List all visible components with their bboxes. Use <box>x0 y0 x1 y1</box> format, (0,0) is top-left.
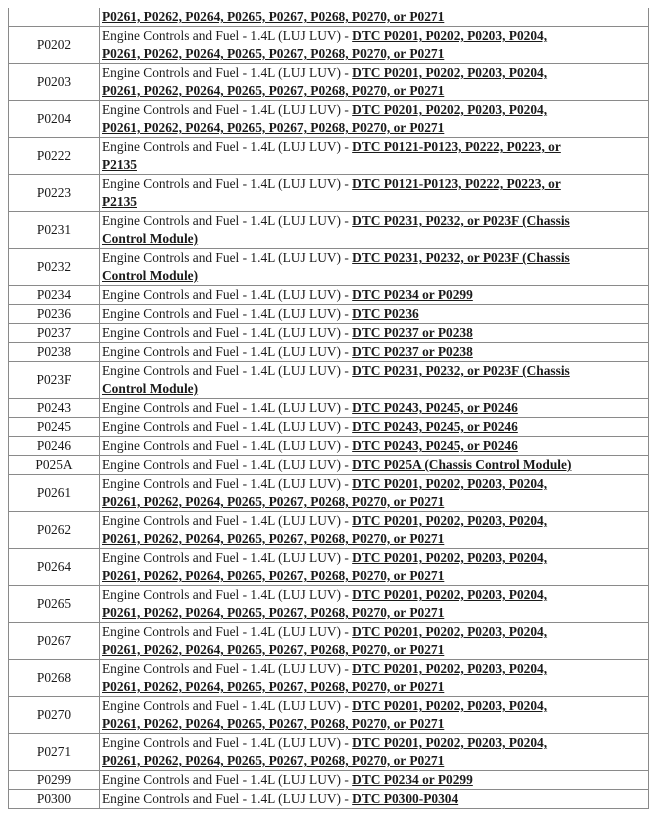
dtc-code-cell: P0234 <box>9 286 100 305</box>
dtc-reference-link[interactable]: DTC P0201, P0202, P0203, P0204, <box>352 698 548 713</box>
table-row <box>9 64 649 101</box>
table-row <box>9 343 649 362</box>
dtc-description-cell <box>100 771 649 790</box>
table-row <box>9 249 649 286</box>
dtc-reference-link[interactable]: DTC P0201, P0202, P0203, P0204, <box>352 476 548 491</box>
dtc-reference-link[interactable]: DTC P0121-P0123, P0222, P0223, or <box>352 139 561 154</box>
dtc-description-cell <box>100 212 649 249</box>
dtc-description-cell <box>100 512 649 549</box>
table-row <box>9 586 649 623</box>
dtc-reference-link[interactable]: DTC P0201, P0202, P0203, P0204, <box>352 102 548 117</box>
dtc-description-cell <box>100 305 649 324</box>
dtc-reference-link[interactable]: P0261, P0262, P0264, P0265, P0267, P0268, P0270, or P0271 <box>102 120 445 135</box>
dtc-code-cell: P0262 <box>9 512 100 549</box>
dtc-code-cell: P0223 <box>9 175 100 212</box>
dtc-reference-link[interactable]: DTC P0300-P0304 <box>352 791 459 806</box>
module-description: Engine Controls and Fuel - 1.4L (LUJ LUV) - <box>102 102 353 117</box>
module-description: Engine Controls and Fuel - 1.4L (LUJ LUV) - <box>102 306 353 321</box>
module-description: Engine Controls and Fuel - 1.4L (LUJ LUV) - <box>102 176 353 191</box>
dtc-code-cell: P0265 <box>9 586 100 623</box>
dtc-description-cell <box>100 27 649 64</box>
dtc-description-cell <box>100 138 649 175</box>
dtc-code-cell: P0268 <box>9 660 100 697</box>
dtc-code-cell: P0300 <box>9 790 100 809</box>
dtc-description-cell <box>100 475 649 512</box>
module-description: Engine Controls and Fuel - 1.4L (LUJ LUV) - <box>102 438 353 453</box>
dtc-code-cell: P0246 <box>9 437 100 456</box>
dtc-code-cell: P0271 <box>9 734 100 771</box>
module-description: Engine Controls and Fuel - 1.4L (LUJ LUV) - <box>102 325 353 340</box>
dtc-description-cell <box>100 734 649 771</box>
dtc-code-cell: P0243 <box>9 399 100 418</box>
dtc-description-cell <box>100 399 649 418</box>
module-description: Engine Controls and Fuel - 1.4L (LUJ LUV) - <box>102 400 353 415</box>
module-description: Engine Controls and Fuel - 1.4L (LUJ LUV) - <box>102 344 353 359</box>
dtc-code-cell: P0264 <box>9 549 100 586</box>
dtc-description-cell <box>100 362 649 399</box>
dtc-description-cell <box>100 324 649 343</box>
dtc-reference-link[interactable]: P0261, P0262, P0264, P0265, P0267, P0268, P0270, or P0271 <box>102 9 445 24</box>
dtc-table-body <box>9 8 649 809</box>
dtc-code-cell: P0232 <box>9 249 100 286</box>
table-row <box>9 399 649 418</box>
dtc-code-cell: P025A <box>9 456 100 475</box>
dtc-reference-link[interactable]: DTC P0237 or P0238 <box>352 344 473 359</box>
dtc-reference-link[interactable]: DTC P0201, P0202, P0203, P0204, <box>352 513 548 528</box>
module-description: Engine Controls and Fuel - 1.4L (LUJ LUV) - <box>102 213 353 228</box>
dtc-description-cell <box>100 437 649 456</box>
dtc-reference-link[interactable]: DTC P0201, P0202, P0203, P0204, <box>352 587 548 602</box>
dtc-description-cell <box>100 175 649 212</box>
dtc-code-cell: P0270 <box>9 697 100 734</box>
dtc-description-cell <box>100 101 649 138</box>
dtc-code-cell: P0203 <box>9 64 100 101</box>
dtc-table <box>8 8 649 809</box>
module-description: Engine Controls and Fuel - 1.4L (LUJ LUV) - <box>102 624 353 639</box>
dtc-code-cell: P023F <box>9 362 100 399</box>
dtc-reference-link[interactable]: P0261, P0262, P0264, P0265, P0267, P0268, P0270, or P0271 <box>102 679 445 694</box>
dtc-reference-link[interactable]: P0261, P0262, P0264, P0265, P0267, P0268, P0270, or P0271 <box>102 642 445 657</box>
dtc-reference-link[interactable]: DTC P0201, P0202, P0203, P0204, <box>352 550 548 565</box>
table-row <box>9 623 649 660</box>
dtc-description-cell <box>100 8 649 27</box>
module-description: Engine Controls and Fuel - 1.4L (LUJ LUV) - <box>102 735 353 750</box>
dtc-reference-link[interactable]: DTC P0237 or P0238 <box>352 325 473 340</box>
dtc-reference-link[interactable]: DTC P0243, P0245, or P0246 <box>352 438 518 453</box>
dtc-reference-link[interactable]: DTC P0234 or P0299 <box>352 772 473 787</box>
module-description: Engine Controls and Fuel - 1.4L (LUJ LUV) - <box>102 457 353 472</box>
dtc-code-cell: P0222 <box>9 138 100 175</box>
table-row <box>9 697 649 734</box>
dtc-reference-link[interactable]: DTC P0201, P0202, P0203, P0204, <box>352 28 548 43</box>
module-description: Engine Controls and Fuel - 1.4L (LUJ LUV) - <box>102 513 353 528</box>
dtc-reference-link[interactable]: P0261, P0262, P0264, P0265, P0267, P0268, P0270, or P0271 <box>102 753 445 768</box>
dtc-code-cell: P0261 <box>9 475 100 512</box>
table-row <box>9 456 649 475</box>
dtc-description-cell <box>100 697 649 734</box>
dtc-reference-link[interactable]: Control Module) <box>102 268 199 283</box>
table-row <box>9 734 649 771</box>
table-row <box>9 324 649 343</box>
table-row <box>9 212 649 249</box>
module-description: Engine Controls and Fuel - 1.4L (LUJ LUV) - <box>102 791 353 806</box>
dtc-reference-link[interactable]: P0261, P0262, P0264, P0265, P0267, P0268, P0270, or P0271 <box>102 46 445 61</box>
dtc-description-cell <box>100 456 649 475</box>
dtc-reference-link[interactable]: DTC P0201, P0202, P0203, P0204, <box>352 661 548 676</box>
dtc-reference-link[interactable]: DTC P0201, P0202, P0203, P0204, <box>352 65 548 80</box>
dtc-reference-link[interactable]: DTC P0201, P0202, P0203, P0204, <box>352 624 548 639</box>
dtc-reference-link[interactable]: P2135 <box>102 157 137 172</box>
module-description: Engine Controls and Fuel - 1.4L (LUJ LUV) - <box>102 698 353 713</box>
table-row <box>9 305 649 324</box>
dtc-description-cell <box>100 286 649 305</box>
table-row <box>9 549 649 586</box>
dtc-code-cell: P0267 <box>9 623 100 660</box>
dtc-description-cell <box>100 790 649 809</box>
table-row <box>9 138 649 175</box>
table-row <box>9 286 649 305</box>
table-row <box>9 418 649 437</box>
dtc-description-cell <box>100 660 649 697</box>
dtc-reference-link[interactable]: P0261, P0262, P0264, P0265, P0267, P0268, P0270, or P0271 <box>102 568 445 583</box>
table-row <box>9 362 649 399</box>
dtc-reference-link[interactable]: P0261, P0262, P0264, P0265, P0267, P0268, P0270, or P0271 <box>102 716 445 731</box>
dtc-description-cell <box>100 418 649 437</box>
dtc-code-cell: P0237 <box>9 324 100 343</box>
table-row <box>9 660 649 697</box>
module-description: Engine Controls and Fuel - 1.4L (LUJ LUV) - <box>102 550 353 565</box>
dtc-reference-link[interactable]: DTC P0243, P0245, or P0246 <box>352 419 518 434</box>
dtc-reference-link[interactable]: DTC P0234 or P0299 <box>352 287 473 302</box>
dtc-code-cell <box>9 8 100 27</box>
dtc-description-cell <box>100 586 649 623</box>
dtc-reference-link[interactable]: P0261, P0262, P0264, P0265, P0267, P0268, P0270, or P0271 <box>102 494 445 509</box>
dtc-code-cell: P0299 <box>9 771 100 790</box>
dtc-reference-link[interactable]: DTC P0121-P0123, P0222, P0223, or <box>352 176 561 191</box>
module-description: Engine Controls and Fuel - 1.4L (LUJ LUV) - <box>102 28 353 43</box>
table-row <box>9 771 649 790</box>
table-row <box>9 512 649 549</box>
module-description: Engine Controls and Fuel - 1.4L (LUJ LUV) - <box>102 587 353 602</box>
dtc-reference-link[interactable]: P0261, P0262, P0264, P0265, P0267, P0268, P0270, or P0271 <box>102 605 445 620</box>
dtc-reference-link[interactable]: DTC P0201, P0202, P0203, P0204, <box>352 735 548 750</box>
dtc-reference-link[interactable]: DTC P0231, P0232, or P023F (Chassis <box>352 213 570 228</box>
table-row <box>9 8 649 27</box>
table-row <box>9 175 649 212</box>
table-row <box>9 790 649 809</box>
dtc-description-cell <box>100 623 649 660</box>
table-row <box>9 27 649 64</box>
dtc-code-cell: P0202 <box>9 27 100 64</box>
dtc-code-cell: P0204 <box>9 101 100 138</box>
dtc-code-cell: P0231 <box>9 212 100 249</box>
dtc-reference-link[interactable]: DTC P0231, P0232, or P023F (Chassis <box>352 363 570 378</box>
dtc-description-cell <box>100 249 649 286</box>
dtc-reference-link[interactable]: Control Module) <box>102 381 199 396</box>
module-description: Engine Controls and Fuel - 1.4L (LUJ LUV) - <box>102 476 353 491</box>
dtc-description-cell <box>100 64 649 101</box>
dtc-reference-link[interactable]: DTC P0243, P0245, or P0246 <box>352 400 518 415</box>
module-description: Engine Controls and Fuel - 1.4L (LUJ LUV) - <box>102 65 353 80</box>
dtc-description-cell <box>100 343 649 362</box>
dtc-reference-link[interactable]: DTC P0231, P0232, or P023F (Chassis <box>352 250 570 265</box>
dtc-reference-link[interactable]: P0261, P0262, P0264, P0265, P0267, P0268, P0270, or P0271 <box>102 83 445 98</box>
dtc-code-cell: P0236 <box>9 305 100 324</box>
module-description: Engine Controls and Fuel - 1.4L (LUJ LUV) - <box>102 250 353 265</box>
dtc-reference-link[interactable]: P2135 <box>102 194 137 209</box>
module-description: Engine Controls and Fuel - 1.4L (LUJ LUV) - <box>102 287 353 302</box>
dtc-reference-link[interactable]: DTC P0236 <box>352 306 419 321</box>
table-row <box>9 475 649 512</box>
table-row <box>9 437 649 456</box>
dtc-code-cell: P0238 <box>9 343 100 362</box>
module-description: Engine Controls and Fuel - 1.4L (LUJ LUV) - <box>102 139 353 154</box>
module-description: Engine Controls and Fuel - 1.4L (LUJ LUV) - <box>102 772 353 787</box>
dtc-reference-link[interactable]: Control Module) <box>102 231 199 246</box>
dtc-reference-link[interactable]: P0261, P0262, P0264, P0265, P0267, P0268, P0270, or P0271 <box>102 531 445 546</box>
table-row <box>9 101 649 138</box>
dtc-reference-link[interactable]: DTC P025A (Chassis Control Module) <box>352 457 572 472</box>
module-description: Engine Controls and Fuel - 1.4L (LUJ LUV) - <box>102 419 353 434</box>
module-description: Engine Controls and Fuel - 1.4L (LUJ LUV) - <box>102 661 353 676</box>
dtc-code-cell: P0245 <box>9 418 100 437</box>
dtc-description-cell <box>100 549 649 586</box>
module-description: Engine Controls and Fuel - 1.4L (LUJ LUV) - <box>102 363 353 378</box>
